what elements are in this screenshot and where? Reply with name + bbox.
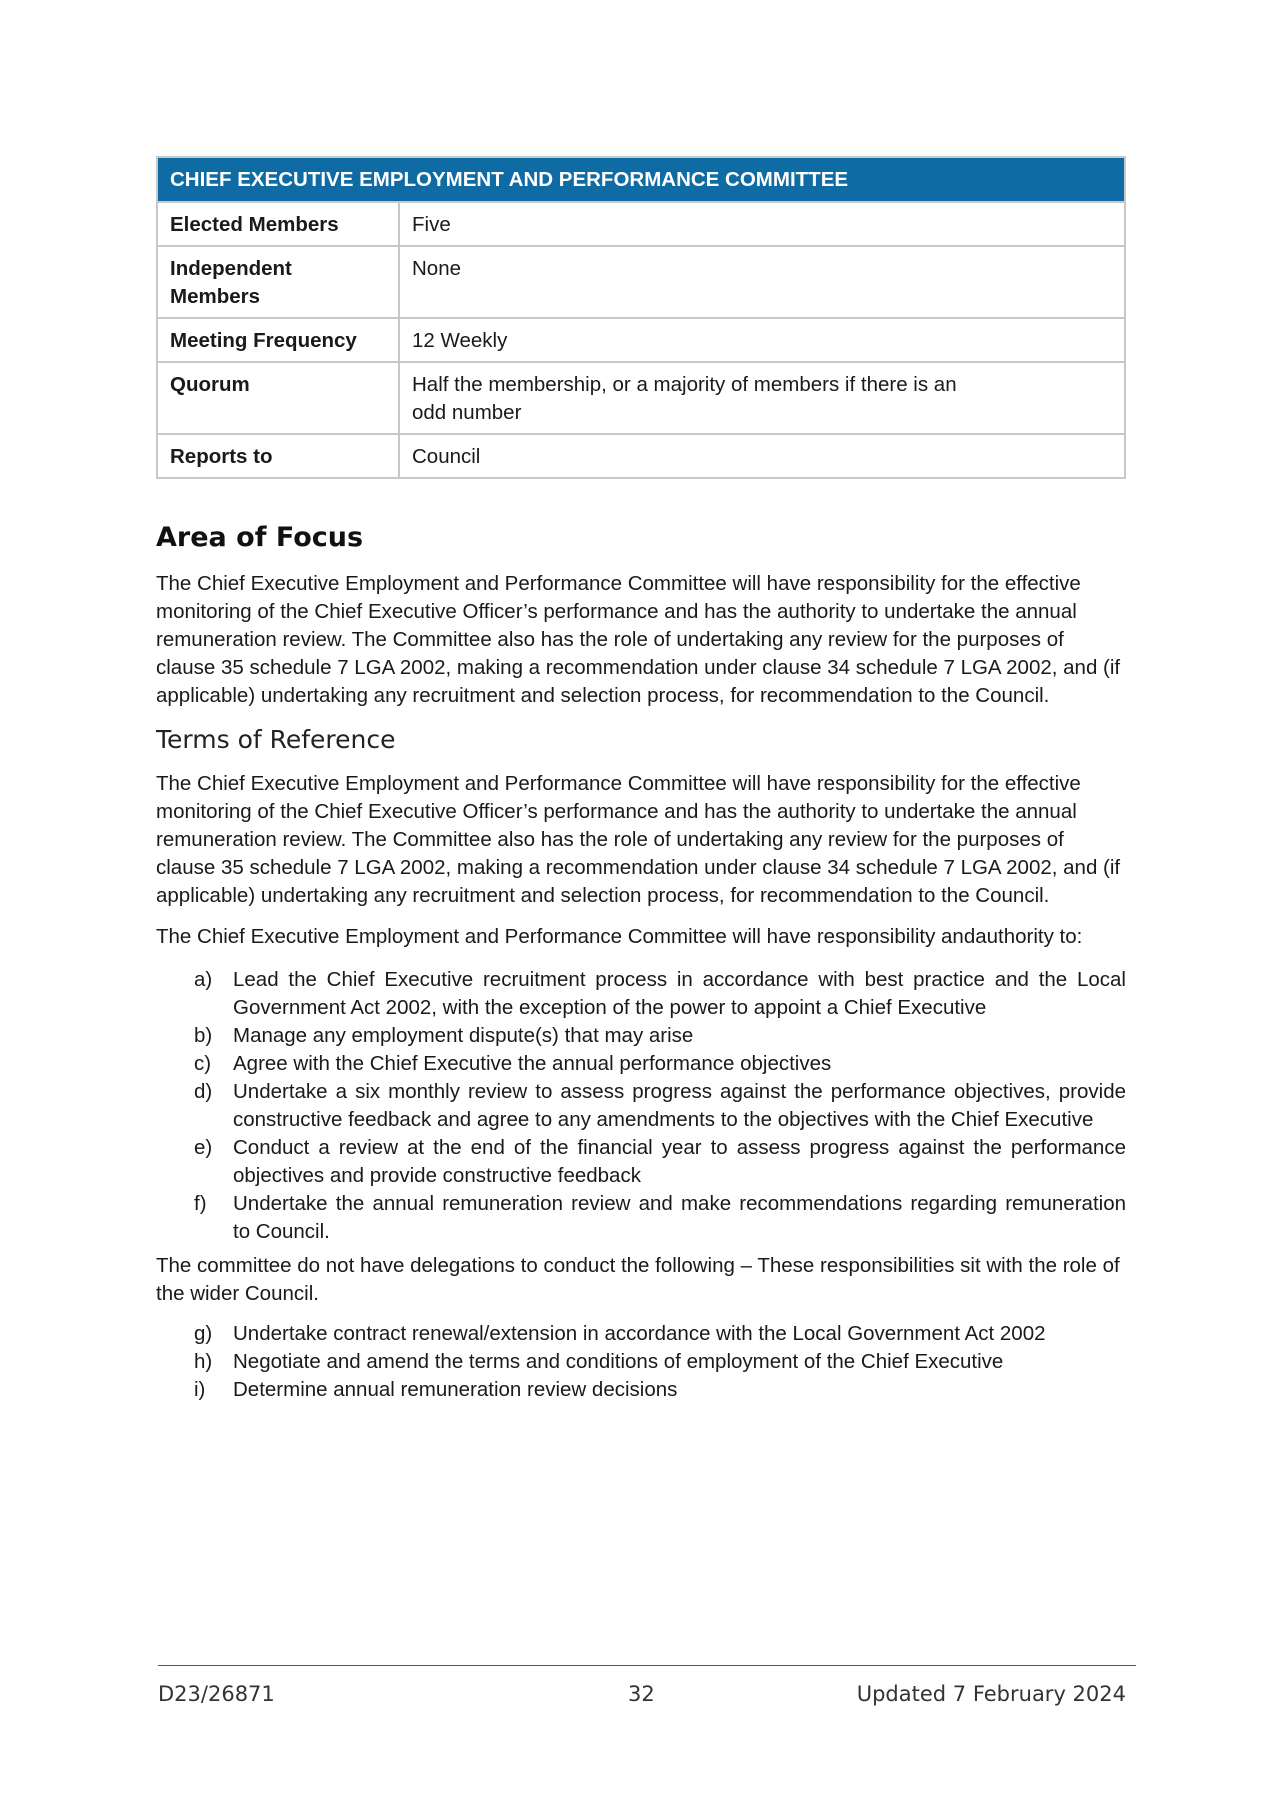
list-item-text: Manage any employment dispute(s) that may arise <box>233 1024 694 1047</box>
row-value: Council <box>399 434 1125 478</box>
list-item-text: Undertake contract renewal/extension in accordance with the Local Government Act 2002 <box>233 1322 1046 1345</box>
list-marker: h) <box>194 1350 213 1373</box>
document-reference: D23/26871 <box>158 1682 275 1706</box>
updated-date: Updated 7 February 2024 <box>856 1682 1126 1706</box>
table-row <box>157 246 1125 318</box>
list-item <box>194 1376 1126 1404</box>
list-marker: f) <box>194 1192 207 1215</box>
row-label: Independent Members <box>157 246 399 318</box>
committee-table <box>156 156 1126 479</box>
list-item-text: Conduct a review at the end of the financial year to assess progress against the performance objectives and provide constructive feedback <box>233 1136 1126 1187</box>
list-item-text: Lead the Chief Executive recruitment process in accordance with best practice and the Local Government Act 2002, with the exception of the power to appoint a Chief Executive <box>233 968 1126 1019</box>
list-item <box>194 966 1126 1022</box>
table-row <box>157 318 1125 362</box>
list-marker: a) <box>194 968 213 991</box>
council-responsibility-list <box>156 1320 1126 1404</box>
list-item-text: Negotiate and amend the terms and conditions of employment of the Chief Executive <box>233 1350 1004 1373</box>
terms-of-reference-heading: Terms of Reference <box>156 725 396 754</box>
list-item <box>194 1022 1126 1050</box>
list-item <box>194 1050 1126 1078</box>
list-item <box>194 1190 1126 1246</box>
page-number: 32 <box>628 1682 655 1706</box>
list-item <box>194 1134 1126 1190</box>
list-item <box>194 1348 1126 1376</box>
list-marker: b) <box>194 1024 213 1047</box>
list-item <box>194 1078 1126 1134</box>
page-footer <box>158 1665 1136 1724</box>
document-page <box>156 156 1126 1410</box>
row-value: Half the membership, or a majority of members if there is an odd number <box>399 362 1125 434</box>
list-marker: g) <box>194 1322 213 1345</box>
row-value: None <box>399 246 1125 318</box>
list-item-text: Agree with the Chief Executive the annual performance objectives <box>233 1052 832 1075</box>
responsibility-intro: The Chief Executive Employment and Performance Committee will have responsibility andauthority to: <box>156 925 1083 948</box>
row-label: Meeting Frequency <box>157 318 399 362</box>
list-marker: d) <box>194 1080 213 1103</box>
list-item <box>194 1320 1126 1348</box>
row-label: Reports to <box>157 434 399 478</box>
table-row <box>157 362 1125 434</box>
area-of-focus-heading: Area of Focus <box>156 522 364 553</box>
list-item-text: Undertake the annual remuneration review and make recommendations regarding remuneration to Council. <box>233 1192 1126 1243</box>
row-value: 12 Weekly <box>399 318 1125 362</box>
list-marker: e) <box>194 1136 213 1159</box>
list-item-text: Determine annual remuneration review decisions <box>233 1378 678 1401</box>
list-item-text: Undertake a six monthly review to assess progress against the performance objectives, provide constructive feedback and agree to any amendments to the objectives with the Chief Executive <box>233 1080 1126 1131</box>
list-marker: i) <box>194 1378 206 1401</box>
row-label: Elected Members <box>157 202 399 246</box>
no-delegation-note: The committee do not have delegations to conduct the following – These responsibilities sit with the role of the wider Council. <box>156 1254 1120 1305</box>
committee-table-header: CHIEF EXECUTIVE EMPLOYMENT AND PERFORMANCE COMMITTEE <box>157 157 1125 202</box>
table-row <box>157 434 1125 478</box>
row-label: Quorum <box>157 362 399 434</box>
area-of-focus-body: The Chief Executive Employment and Performance Committee will have responsibility for the effective monitoring of the Chief Executive Officer’s performance and has the authority to undertake the annual remuneration review. The Committee also has the role of undertaking any review for the purposes of clause 35 schedule 7 LGA 2002, making a recommendation under clause 34 schedule 7 LGA 2002, and (if applicable) undertaking any recruitment and selection process, for recommendation to the Council. <box>156 572 1121 707</box>
table-row <box>157 202 1125 246</box>
list-marker: c) <box>194 1052 212 1075</box>
terms-of-reference-body: The Chief Executive Employment and Performance Committee will have responsibility for the effective monitoring of the Chief Executive Officer’s performance and has the authority to undertake the annual remuneration review. The Committee also has the role of undertaking any review for the purposes of clause 35 schedule 7 LGA 2002, making a recommendation under clause 34 schedule 7 LGA 2002, and (if applicable) undertaking any recruitment and selection process, for recommendation to the Council. <box>156 772 1121 907</box>
row-value: Five <box>399 202 1125 246</box>
responsibility-list <box>156 966 1126 1246</box>
